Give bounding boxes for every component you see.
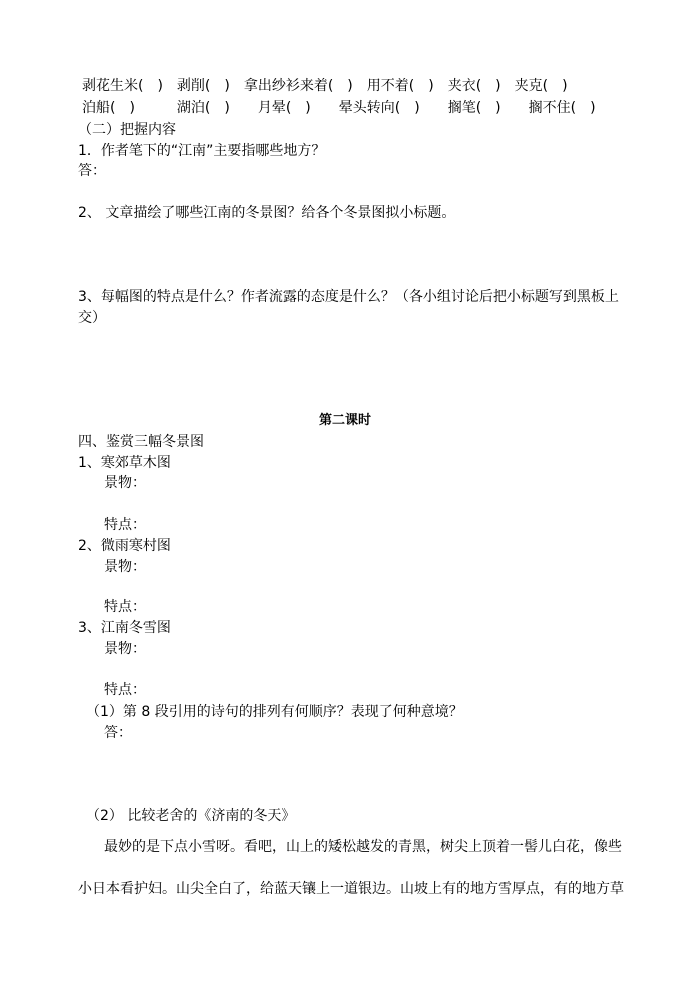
scenery-label: 景物： (104, 559, 146, 575)
answer-label: 答： (104, 725, 132, 741)
sub-question-2: （2） 比较老舍的《济南的冬天》 (86, 808, 296, 824)
vocab-row-2: 泊船( ) 湖泊( ) 月晕( ) 晕头转向( ) 搁笔( ) 搁不住( ) (82, 100, 596, 116)
feature-label: 特点： (104, 517, 146, 533)
section-heading-grasp-content: （二）把握内容 (78, 122, 176, 138)
vocab-row-1: 剥花生米( ) 剥削( ) 拿出纱衫来着( ) 用不着( ) 夹衣( ) 夹克( ) (82, 78, 568, 94)
scenery-label: 景物： (104, 641, 146, 657)
section-heading-appreciate: 四、鉴赏三幅冬景图 (78, 434, 204, 450)
picture-3-title: 3、江南冬雪图 (78, 620, 171, 636)
sub-question-1: （1）第 8 段引用的诗句的排列有何顺序？表现了何种意境？ (86, 704, 463, 720)
feature-label: 特点： (104, 682, 146, 698)
quote-line-1: 最妙的是下点小雪呀。看吧，山上的矮松越发的青黑，树尖上顶着一髻儿白花，像些 (104, 839, 622, 855)
quote-line-2: 小日本看护妇。山尖全白了，给蓝天镶上一道银边。山坡上有的地方雪厚点，有的地方草 (78, 881, 624, 897)
scenery-label: 景物： (104, 475, 146, 491)
picture-2-title: 2、微雨寒村图 (78, 538, 171, 554)
question-2: 2、 文章描绘了哪些江南的冬景图？给各个冬景图拟小标题。 (78, 205, 456, 221)
question-3-line-1: 3、每幅图的特点是什么？作者流露的态度是什么？（各小组讨论后把小标题写到黑板上 (78, 289, 619, 305)
picture-1-title: 1、寒郊草木图 (78, 455, 171, 471)
lesson-title: 第二课时 (319, 413, 372, 428)
feature-label: 特点： (104, 599, 146, 615)
question-3-line-2: 交） (78, 310, 106, 326)
answer-label: 答： (78, 163, 106, 179)
question-1: 1．作者笔下的“江南”主要指哪些地方？ (78, 143, 326, 159)
